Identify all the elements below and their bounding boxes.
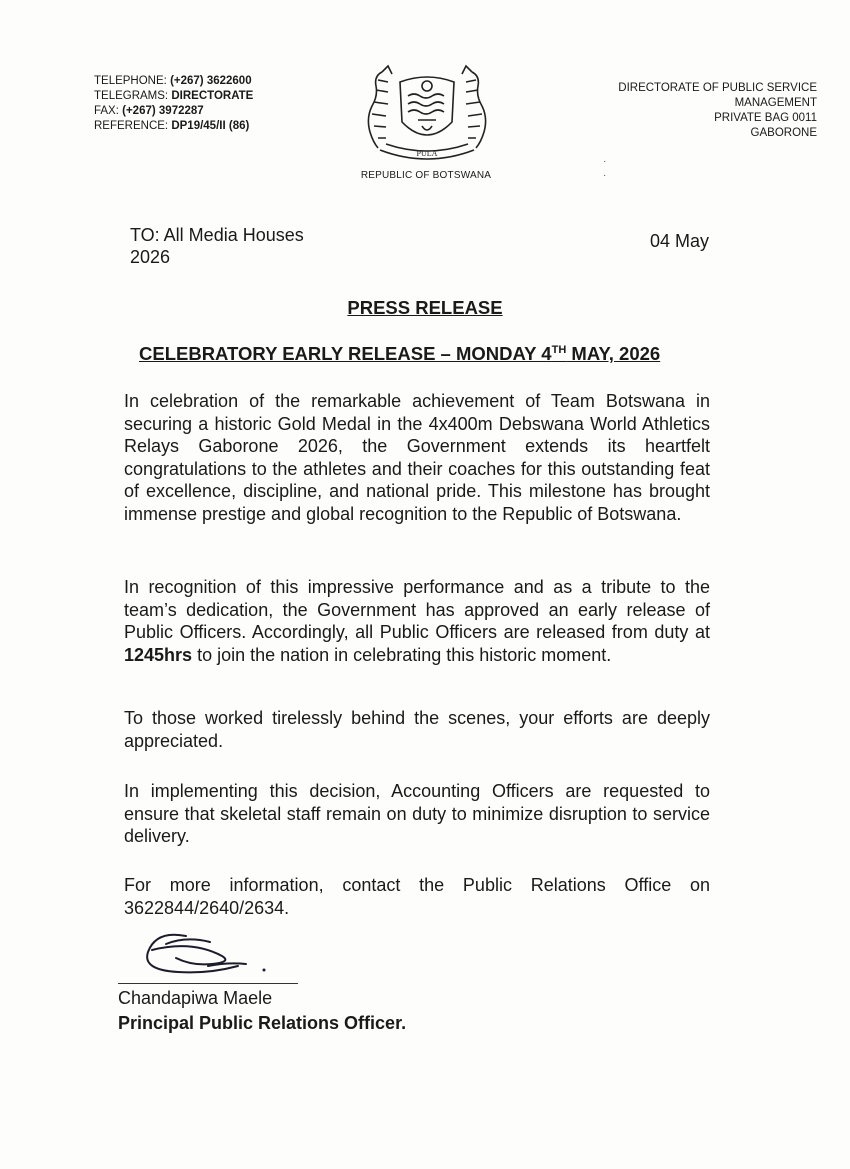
telegrams-line: TELEGRAMS: DIRECTORATE (94, 90, 254, 102)
body-paragraph: In recognition of this impressive performance and as a tribute to the team’s dedication, the Government has approved an early release of Public Officers. Accordingly, all Public Officers are released from duty at 1245hrs to join the nation in celebrating this historic moment. (124, 577, 710, 665)
republic-label: REPUBLIC OF BOTSWANA (360, 170, 492, 181)
stray-marks: · · (603, 156, 607, 181)
coat-of-arms-icon (352, 60, 502, 168)
signature-line (118, 983, 298, 984)
signer-name: Chandapiwa Maele (118, 988, 273, 1008)
release-time: 1245hrs (124, 644, 193, 665)
address-line: GABORONE (750, 127, 817, 139)
addressee-year: 2026 (130, 247, 171, 267)
body-paragraph: In implementing this decision, Accounting Officers are requested to ensure that skeletal staff remain on duty to minimize disruption to service delivery. (124, 781, 710, 846)
reference-line: REFERENCE: DP19/45/II (86) (94, 120, 250, 132)
letterhead-contact-block (94, 74, 253, 134)
release-date: 04 May (650, 231, 710, 251)
body-paragraph: To those worked tirelessly behind the scenes, your efforts are deeply appreciated. (124, 708, 710, 751)
fax-number: (+267) 3972287 (122, 105, 204, 117)
addressee-block (130, 224, 304, 268)
telephone-line: TELEPHONE: (+267) 3622600 (94, 75, 252, 87)
fax-line: FAX: (+267) 3972287 (94, 105, 204, 117)
document-heading: PRESS RELEASE (347, 297, 503, 318)
coat-of-arms-motto: PULA (416, 149, 438, 158)
body-paragraph: For more information, contact the Public Relations Office on 3622844/2640/2634. (124, 875, 710, 918)
subject-line: CELEBRATORY EARLY RELEASE – MONDAY 4TH MAY, 2026 (139, 343, 661, 364)
telephone-number: (+267) 3622600 (170, 75, 252, 87)
address-line: DIRECTORATE OF PUBLIC SERVICE (618, 82, 817, 94)
handwritten-signature (138, 926, 278, 978)
addressee-line: TO: All Media Houses (130, 225, 304, 245)
signer-title: Principal Public Relations Officer. (118, 1013, 407, 1033)
reference-number: DP19/45/II (86) (171, 120, 250, 132)
directorate-address-block (618, 81, 817, 141)
address-line: PRIVATE BAG 0011 (714, 112, 817, 124)
body-paragraph: In celebration of the remarkable achievement of Team Botswana in securing a historic Gold Medal in the 4x400m Debswana World Athletics Relays Gaborone 2026, the Government extends its heartfelt congratulations to the athletes and their coaches for this outstanding feat of excellence, discipline, and national pride. This milestone has brought immense prestige and global recognition to the Republic of Botswana. (124, 391, 710, 524)
telegrams-value: DIRECTORATE (171, 90, 254, 102)
address-line: MANAGEMENT (734, 97, 817, 109)
